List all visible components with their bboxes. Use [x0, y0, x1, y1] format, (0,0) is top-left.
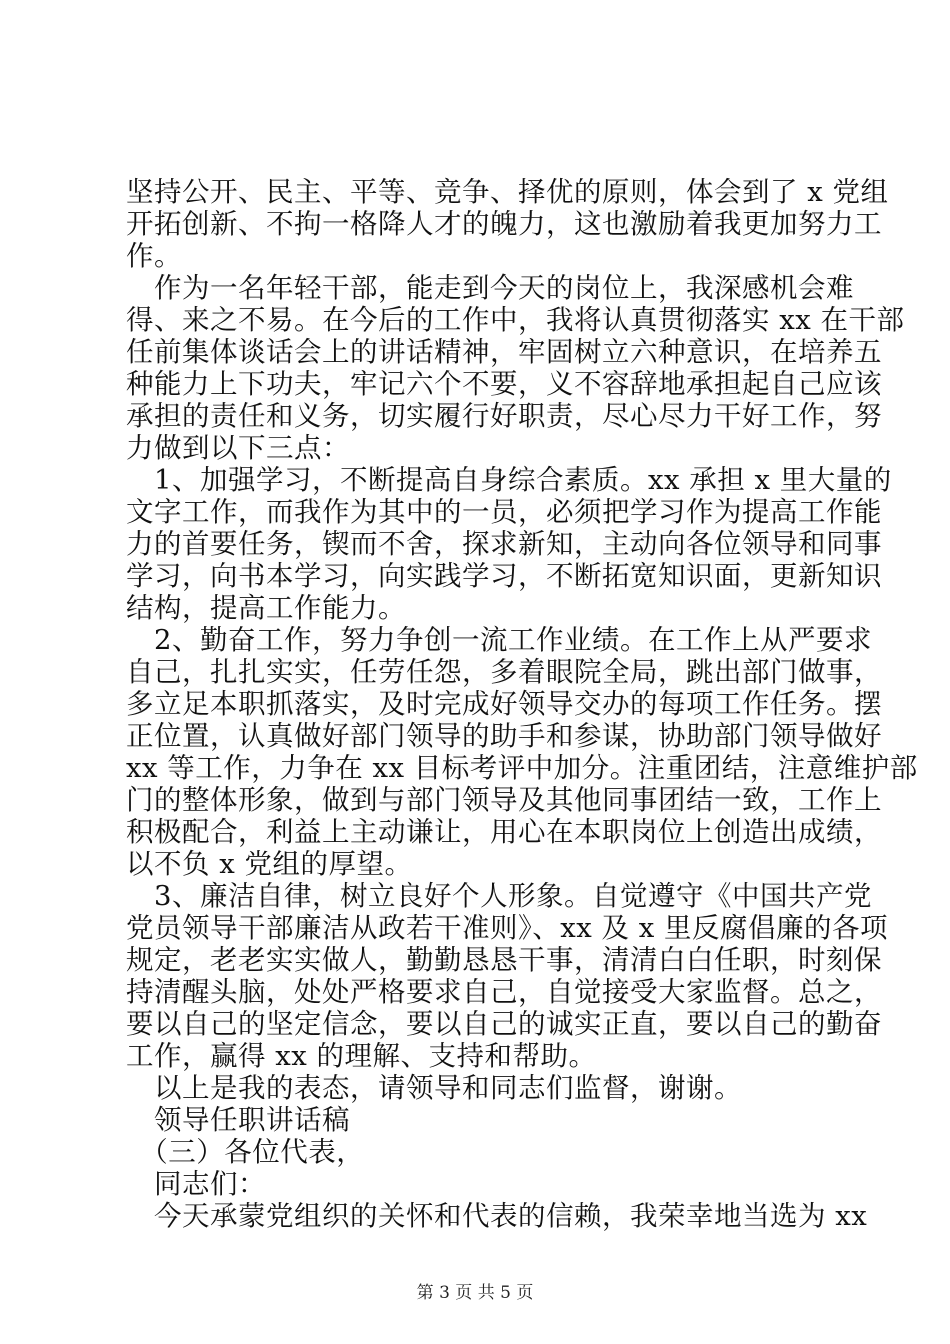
body-line: 今天承蒙党组织的关怀和代表的信赖，我荣幸地当选为 xx	[126, 1200, 868, 1232]
body-line: 正位置，认真做好部门领导的助手和参谋，协助部门领导做好	[126, 720, 882, 752]
body-line: 多立足本职抓落实，及时完成好领导交办的每项工作任务。摆	[126, 688, 882, 720]
body-line: 以上是我的表态，请领导和同志们监督，谢谢。	[126, 1072, 742, 1104]
body-line: 门的整体形象，做到与部门领导及其他同事团结一致，工作上	[126, 784, 882, 816]
body-line: 学习，向书本学习，向实践学习，不断拓宽知识面，更新知识	[126, 560, 882, 592]
body-line: 自己，扎扎实实，任劳任怨，多着眼院全局，跳出部门做事，	[126, 656, 882, 688]
body-line: 力的首要任务，锲而不舍，探求新知，主动向各位领导和同事	[126, 528, 882, 560]
body-line: 任前集体谈话会上的讲话精神，牢固树立六种意识，在培养五	[126, 336, 882, 368]
body-line: 得、来之不易。在今后的工作中，我将认真贯彻落实 xx 在干部	[126, 304, 905, 336]
body-line: 党员领导干部廉洁从政若干准则》、xx 及 x 里反腐倡廉的各项	[126, 912, 888, 944]
body-line: 文字工作，而我作为其中的一员，必须把学习作为提高工作能	[126, 496, 882, 528]
page-number-footer: 第 3 页 共 5 页	[416, 1283, 534, 1303]
body-line: 2、勤奋工作，努力争创一流工作业绩。在工作上从严要求	[126, 624, 872, 656]
body-line: 作为一名年轻干部，能走到今天的岗位上，我深感机会难	[126, 272, 854, 304]
body-line: 要以自己的坚定信念，要以自己的诚实正直，要以自己的勤奋	[126, 1008, 882, 1040]
body-line: 同志们：	[126, 1168, 266, 1200]
body-line: 开拓创新、不拘一格降人才的魄力，这也激励着我更加努力工	[126, 208, 882, 240]
body-line: 力做到以下三点：	[126, 432, 350, 464]
body-line: 积极配合，利益上主动谦让，用心在本职岗位上创造出成绩，	[126, 816, 882, 848]
body-line: 作。	[126, 240, 182, 272]
body-line: （三）各位代表，	[126, 1136, 365, 1168]
body-line: xx 等工作，力争在 xx 目标考评中加分。注重团结，注意维护部	[126, 752, 918, 784]
body-line: 1、加强学习，不断提高自身综合素质。xx 承担 x 里大量的	[126, 464, 892, 496]
body-line: 承担的责任和义务，切实履行好职责，尽心尽力干好工作，努	[126, 400, 882, 432]
body-line: 规定，老老实实做人，勤勤恳恳干事，清清白白任职，时刻保	[126, 944, 882, 976]
body-line: 持清醒头脑，处处严格要求自己，自觉接受大家监督。总之，	[126, 976, 882, 1008]
body-line: 种能力上下功夫，牢记六个不要，义不容辞地承担起自己应该	[126, 368, 882, 400]
body-line: 结构，提高工作能力。	[126, 592, 406, 624]
body-line: 坚持公开、民主、平等、竞争、择优的原则，体会到了 x 党组	[126, 176, 889, 208]
body-line: 工作，赢得 xx 的理解、支持和帮助。	[126, 1040, 597, 1072]
body-line: 以不负 x 党组的厚望。	[126, 848, 413, 880]
body-line: 3、廉洁自律，树立良好个人形象。自觉遵守《中国共产党	[126, 880, 872, 912]
section-heading: 领导任职讲话稿	[126, 1104, 350, 1136]
